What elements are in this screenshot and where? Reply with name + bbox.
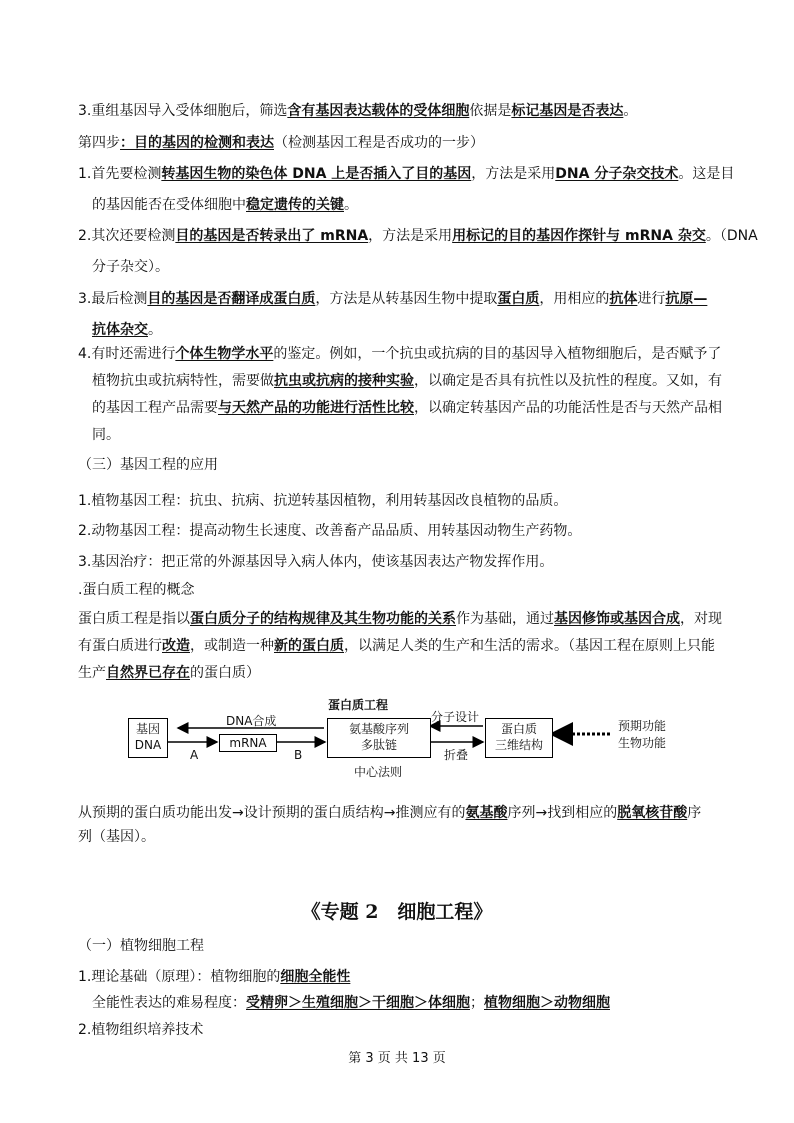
protein-structure-box: 蛋白质 三维结构 — [485, 718, 553, 758]
text-line: 全能性表达的难易程度：受精卵＞生殖细胞＞干细胞＞体细胞；植物细胞＞动物细胞 — [92, 995, 610, 1011]
dna-synthesis-label: DNA合成 — [226, 714, 277, 728]
text-line: 3.最后检测目的基因是否翻译成蛋白质，方法是从转基因生物中提取蛋白质，用相应的抗体进行抗原— — [78, 291, 708, 307]
central-dogma-label: 中心法则 — [354, 765, 403, 779]
text-line: 植物抗虫或抗病特性，需要做抗虫或抗病的接种实验，以确定是否具有抗性以及抗性的程度。又如，有 — [92, 373, 722, 389]
text-line: 的基因能否在受体细胞中稳定遗传的关键。 — [92, 197, 358, 213]
text-line: 2.动物基因工程：提高动物生长速度、改善畜产品品质、用转基因动物生产药物。 — [78, 523, 582, 539]
text-line: 1.植物基因工程：抗虫、抗病、抗逆转基因植物，利用转基因改良植物的品质。 — [78, 493, 568, 509]
section-heading: （三）基因工程的应用 — [78, 457, 218, 473]
section-title: 《专题 2 细胞工程》 — [301, 901, 493, 923]
text-line: 2.植物组织培养技术 — [78, 1022, 204, 1038]
section-heading: （一）植物细胞工程 — [78, 938, 204, 954]
text-line: 2.其次还要检测目的基因是否转录出了 mRNA，方法是采用用标记的目的基因作探针与 mRNA 杂交。（DNA — [78, 228, 758, 244]
text-line: 1.首先要检测转基因生物的染色体 DNA 上是否插入了目的基因，方法是采用DNA 分子杂交技术。这是目 — [78, 166, 735, 182]
text-line: 有蛋白质进行改造，或制造一种新的蛋白质，以满足人类的生产和生活的需求。（基因工程在原则上只能 — [78, 638, 715, 654]
text-line: 的基因工程产品需要与天然产品的功能进行活性比较，以确定转基因产品的功能活性是否与天然产品相 — [92, 400, 722, 416]
text-line: 从预期的蛋白质功能出发→设计预期的蛋白质结构→推测应有的氨基酸序列→找到相应的脱氧核苷酸序 — [78, 805, 702, 821]
label-a: A — [190, 748, 199, 762]
label-b: B — [294, 748, 303, 762]
amino-acid-box: 氨基酸序列 多肽链 — [327, 718, 431, 758]
text-line: 同。 — [92, 427, 120, 443]
step-heading: 第四步：目的基因的检测和表达（检测基因工程是否成功的一步） — [78, 135, 484, 151]
text-line: 分子杂交）。 — [92, 259, 169, 275]
text-line: 抗体杂交。 — [92, 322, 162, 338]
diagram-title: 蛋白质工程 — [328, 698, 389, 712]
text-line: 3.基因治疗：把正常的外源基因导入病人体内，使该基因表达产物发挥作用。 — [78, 554, 554, 570]
text-line: 1.理论基础（原理）：植物细胞的细胞全能性 — [78, 969, 351, 985]
protein-engineering-diagram — [128, 696, 668, 784]
expected-function-label: 预期功能 生物功能 — [618, 719, 667, 750]
text-line: 生产自然界已存在的蛋白质） — [78, 665, 260, 681]
section-heading: .蛋白质工程的概念 — [78, 582, 195, 598]
text-line: 列（基因）。 — [78, 829, 155, 845]
text-line: 蛋白质工程是指以蛋白质分子的结构规律及其生物功能的关系作为基础，通过基因修饰或基因合成，对现 — [78, 611, 722, 627]
mrna-box: mRNA — [219, 734, 277, 752]
page-footer: 第 3 页 共 13 页 — [348, 1051, 446, 1066]
text-line: 4.有时还需进行个体生物学水平的鉴定。例如，一个抗虫或抗病的目的基因导入植物细胞后，是否赋予了 — [78, 346, 722, 362]
gene-dna-box: 基因 DNA — [128, 718, 168, 758]
text-line: 3.重组基因导入受体细胞后，筛选含有基因表达载体的受体细胞依据是标记基因是否表达。 — [78, 103, 638, 119]
folding-label: 折叠 — [444, 748, 469, 762]
molecular-design-label: 分子设计 — [431, 710, 480, 724]
